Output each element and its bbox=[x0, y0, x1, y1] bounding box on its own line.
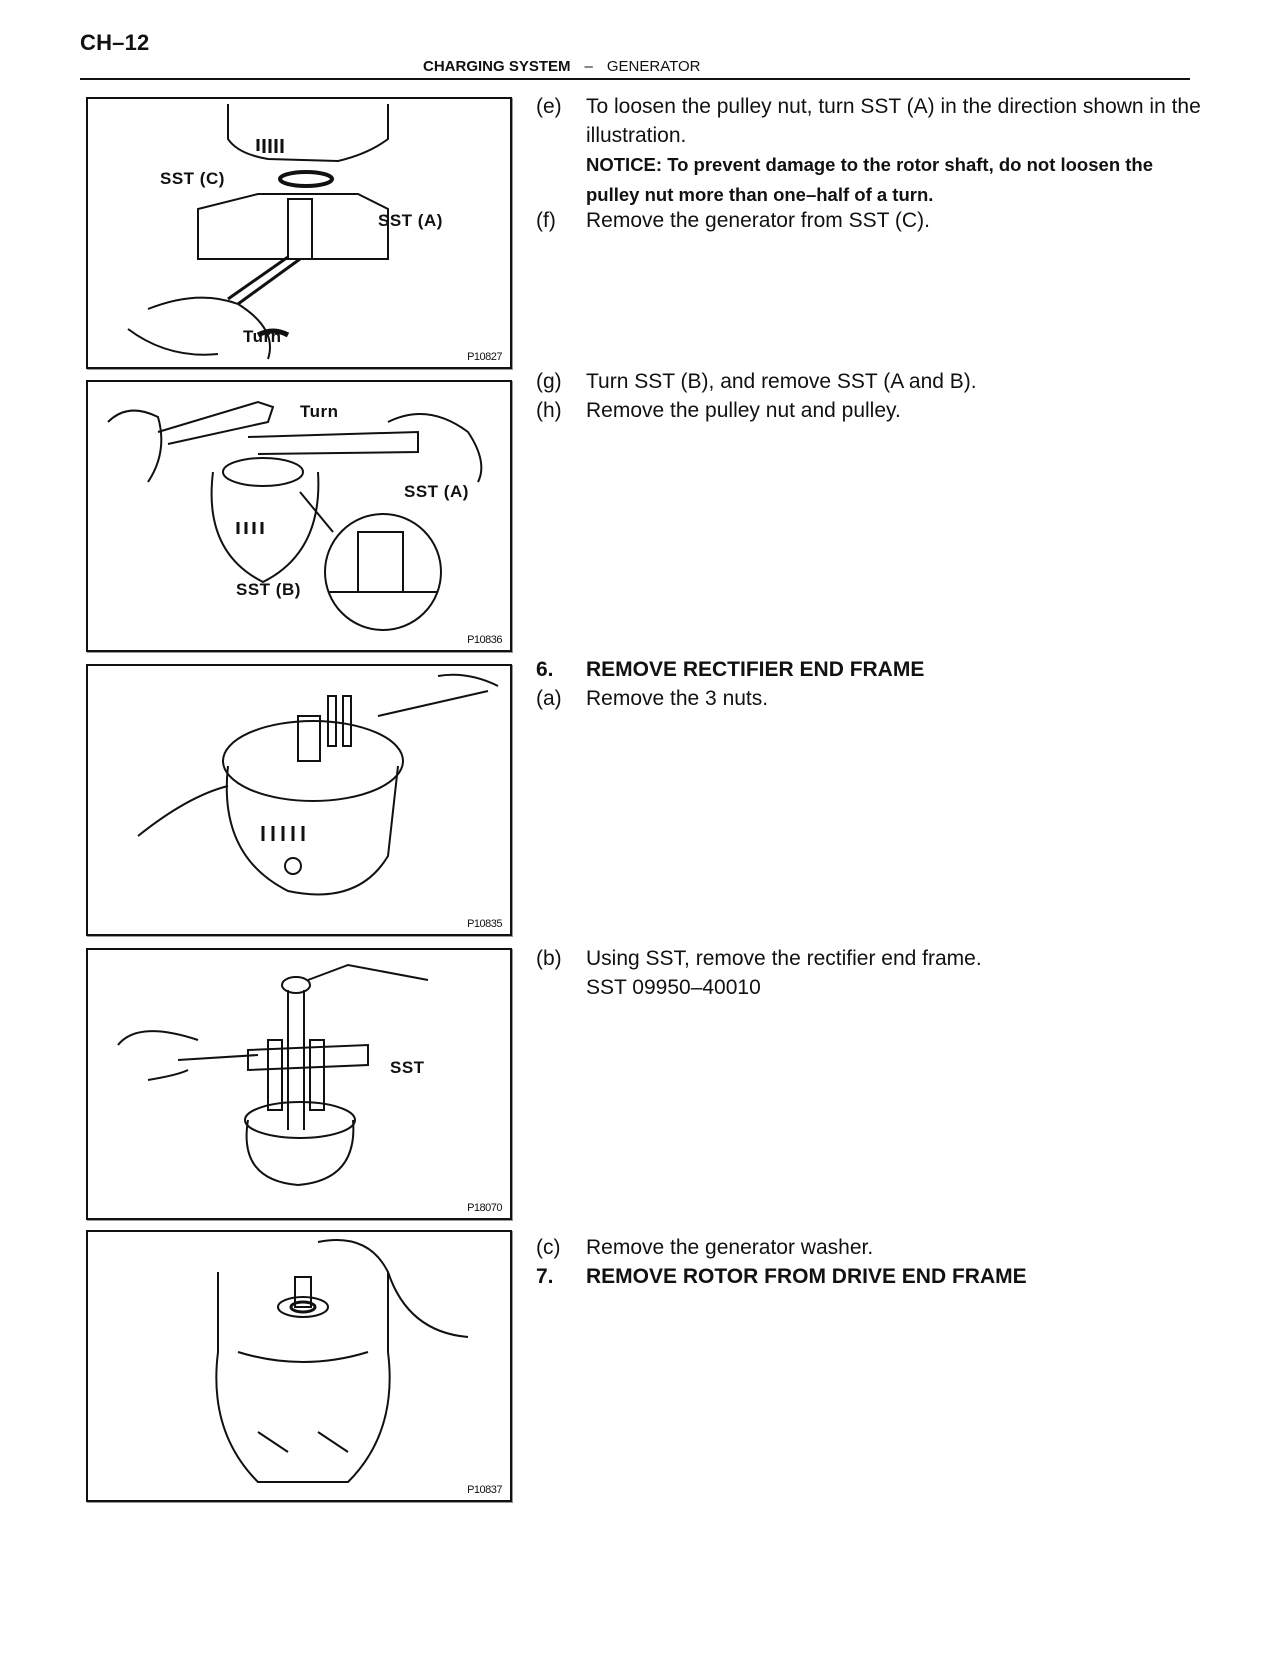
section-title: CHARGING SYSTEM bbox=[423, 58, 571, 75]
step-text: Remove the generator washer. bbox=[586, 1236, 874, 1259]
step-g bbox=[536, 367, 1206, 396]
illustration-generator-in-vise bbox=[88, 99, 510, 367]
step-label: (c) bbox=[536, 1236, 561, 1259]
figure-id: P10827 bbox=[467, 351, 502, 363]
figure-loosen-pulley-nut bbox=[86, 97, 512, 369]
figure-generator-washer bbox=[86, 1230, 512, 1502]
step-a bbox=[536, 684, 1206, 713]
step-b bbox=[536, 944, 1206, 1002]
figure-id: P10837 bbox=[467, 1484, 502, 1496]
step-heading-text: REMOVE ROTOR FROM DRIVE END FRAME bbox=[586, 1265, 1027, 1288]
figure-id: P10836 bbox=[467, 634, 502, 646]
step-label: (a) bbox=[536, 687, 562, 710]
step-label: (b) bbox=[536, 947, 562, 970]
callout-turn: Turn bbox=[300, 402, 339, 421]
step-f bbox=[536, 206, 1206, 235]
notice-text: NOTICE: To prevent damage to the rotor shaft, do not loosen the pulley nut more than one–half of a turn. bbox=[586, 154, 1154, 205]
step-text: To loosen the pulley nut, turn SST (A) in the direction shown in the illustration. bbox=[586, 95, 1201, 147]
figure-id: P10835 bbox=[467, 918, 502, 930]
callout-sst-a: SST (A) bbox=[404, 482, 469, 501]
header-rule bbox=[80, 78, 1190, 80]
sst-part-number: SST 09950–40010 bbox=[586, 976, 761, 999]
callout-turn: Turn bbox=[243, 327, 282, 346]
step-e bbox=[536, 92, 1206, 210]
illustration-puller-on-generator bbox=[88, 950, 510, 1218]
figure-remove-nuts bbox=[86, 664, 512, 936]
step-label: (e) bbox=[536, 95, 562, 118]
figure-id: P18070 bbox=[467, 1202, 502, 1214]
subsection-title: GENERATOR bbox=[606, 58, 701, 75]
figure-remove-pulley bbox=[86, 380, 512, 652]
figure-sst-puller bbox=[86, 948, 512, 1220]
callout-sst-c: SST (C) bbox=[160, 169, 225, 188]
callout-sst: SST bbox=[390, 1058, 425, 1077]
illustration-pulley-removal bbox=[88, 382, 510, 650]
step-7-heading bbox=[536, 1262, 1206, 1291]
step-text: Remove the pulley nut and pulley. bbox=[586, 399, 901, 422]
step-text: Remove the generator from SST (C). bbox=[586, 209, 930, 232]
illustration-drive-end-frame bbox=[88, 1232, 510, 1500]
step-label: (h) bbox=[536, 399, 562, 422]
step-text: Remove the 3 nuts. bbox=[586, 687, 769, 710]
step-text: Using SST, remove the rectifier end frame. bbox=[586, 947, 982, 970]
running-head bbox=[423, 58, 701, 75]
step-label: (f) bbox=[536, 209, 556, 232]
callout-sst-a: SST (A) bbox=[378, 211, 443, 230]
step-label: 7. bbox=[536, 1265, 554, 1288]
callout-sst-b: SST (B) bbox=[236, 580, 301, 599]
separator: – bbox=[584, 58, 593, 75]
step-label: (g) bbox=[536, 370, 562, 393]
step-heading-text: REMOVE RECTIFIER END FRAME bbox=[586, 658, 925, 681]
step-text: Turn SST (B), and remove SST (A and B). bbox=[586, 370, 977, 393]
step-label: 6. bbox=[536, 658, 554, 681]
step-h bbox=[536, 396, 1206, 425]
page-number: CH–12 bbox=[80, 30, 150, 55]
illustration-rectifier-end-frame bbox=[88, 666, 510, 934]
step-c bbox=[536, 1233, 1206, 1262]
step-6-heading bbox=[536, 655, 1206, 684]
